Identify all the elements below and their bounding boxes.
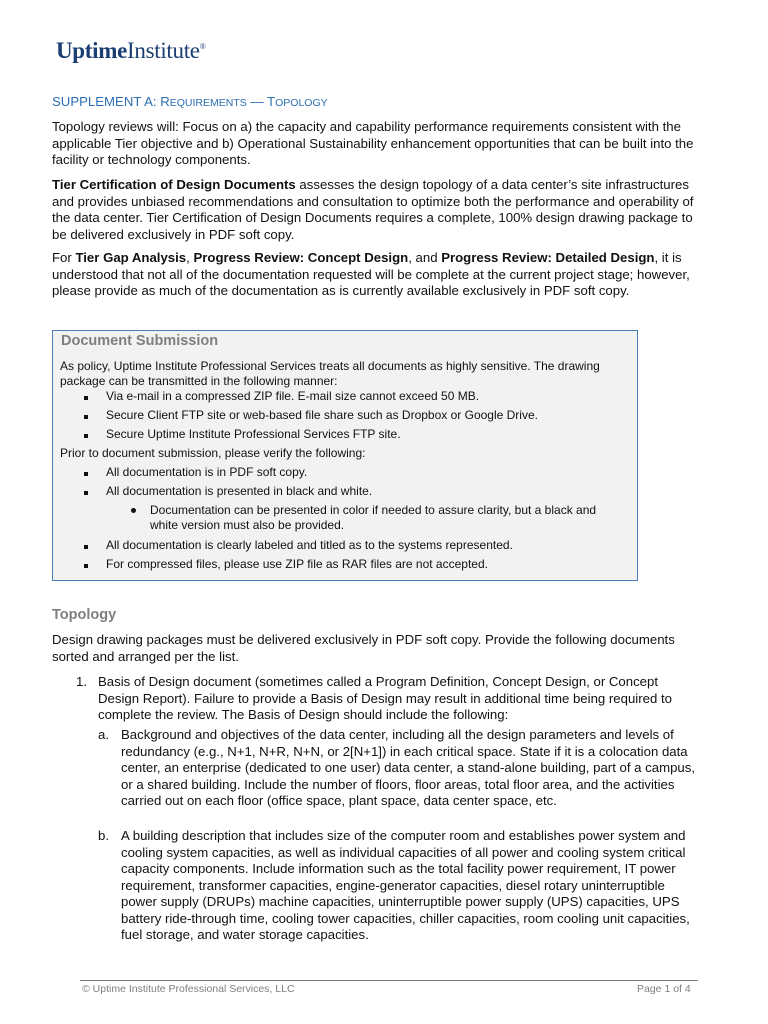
tcdd-paragraph: Tier Certification of Design Documents assesses the design topology of a data center’s site infrastructures and provides unbiased recommendations and consultation to optimize both the performance and operability of the data center. Tier Certification of Design Documents requires a complete, 100% design drawing package to be delivered exclusively in PDF soft copy. xyxy=(52,177,694,242)
bullet-square xyxy=(84,564,88,568)
logo-bold-text: Uptime xyxy=(56,38,128,63)
topology-heading: Topology xyxy=(52,607,117,623)
method-item: Via e-mail in a compressed ZIP file. E-mail size cannot exceed 50 MB. xyxy=(106,389,480,403)
method-item: Secure Uptime Institute Professional Services FTP site. xyxy=(106,427,401,441)
policy-text: As policy, Uptime Institute Professional Services treats all documents as highly sensitive. The drawing package can be transmitted in the following manner: xyxy=(60,359,600,388)
bullet-square xyxy=(84,415,88,419)
footer-divider xyxy=(80,980,698,981)
bullet-square xyxy=(84,545,88,549)
building-description-item: A building description that includes size of the computer room and establishes power system and cooling system capacities, as well as individual capacities of all power and cooling system critical capacity components. Include information such as the total facility power requirement, IT power requirement, transformer capacities, engine-generator capacities, diesel rotary uninterruptible power supply (DRUPs) machine capacities, uninterruptible power supply (UPS) capacities, UPS battery ride-through time, cooling tower capacities, chiller capacities, room cooling unit capacities, fuel storage, and water storage capacities. xyxy=(121,828,690,942)
bullet-dot xyxy=(131,508,136,513)
color-note: Documentation can be presented in color if needed to assure clarity, but a black and white version must also be provided. xyxy=(150,503,597,532)
bullet-square xyxy=(84,472,88,476)
bullet-square xyxy=(84,434,88,438)
check-item: All documentation is presented in black and white. xyxy=(106,484,373,498)
verify-intro: Prior to document submission, please verify the following: xyxy=(60,446,366,460)
intro-paragraph: Topology reviews will: Focus on a) the capacity and capability performance requirements consistent with the applicable Tier objective and b) Operational Sustainability enhancement opportunities that can be built into the facility or technology components. xyxy=(52,119,694,167)
uptime-institute-logo xyxy=(56,38,206,64)
document-submission-box xyxy=(52,330,638,581)
list-letter: b. xyxy=(98,828,109,843)
check-item: All documentation is in PDF soft copy. xyxy=(106,465,308,479)
registered-mark: ® xyxy=(199,42,206,51)
logo-text: Institute xyxy=(127,38,200,63)
footer-page-number: Page 1 of 4 xyxy=(637,983,691,995)
basis-of-design-item: Basis of Design document (sometimes called a Program Definition, Concept Design, or Concept Design Report). Failure to provide a Basis of Design may result in additional time being required to complete the review. The Basis of Design should include the following: xyxy=(98,674,672,722)
topology-intro: Design drawing packages must be delivered exclusively in PDF soft copy. Provide the following documents sorted and arranged per the list. xyxy=(52,632,675,664)
bullet-square xyxy=(84,491,88,495)
supplement-heading: SUPPLEMENT A: REQUIREMENTS — TOPOLOGY xyxy=(52,94,328,109)
background-objectives-item: Background and objectives of the data center, including all the design parameters and levels of redundancy (e.g., N+1, N+R, N+N, or 2[N+1]) in each critical space. State if it is a colocation data center, an enterprise (dedicated to one user) data center, a stand-alone building, part of a campus, or a shared building. Include the number of floors, floor areas, total floor area, and the activities carried out on each floor (office space, plant space, data center space, etc. xyxy=(121,727,696,808)
footer-copyright: © Uptime Institute Professional Services, LLC xyxy=(82,983,295,995)
box-title: Document Submission xyxy=(61,333,219,349)
check-item: All documentation is clearly labeled and titled as to the systems represented. xyxy=(106,538,513,552)
method-item: Secure Client FTP site or web-based file share such as Dropbox or Google Drive. xyxy=(106,408,538,422)
list-number: 1. xyxy=(76,674,87,689)
list-letter: a. xyxy=(98,727,109,742)
check-item: For compressed files, please use ZIP file as RAR files are not accepted. xyxy=(106,557,488,571)
bullet-square xyxy=(84,396,88,400)
gap-analysis-paragraph: For Tier Gap Analysis, Progress Review: Concept Design, and Progress Review: Detailed Design, it is understood that not all of the documentation requested will be complete at the current project stage; however, please provide as much of the documentation as is currently available exclusively in PDF soft copy. xyxy=(52,250,690,298)
